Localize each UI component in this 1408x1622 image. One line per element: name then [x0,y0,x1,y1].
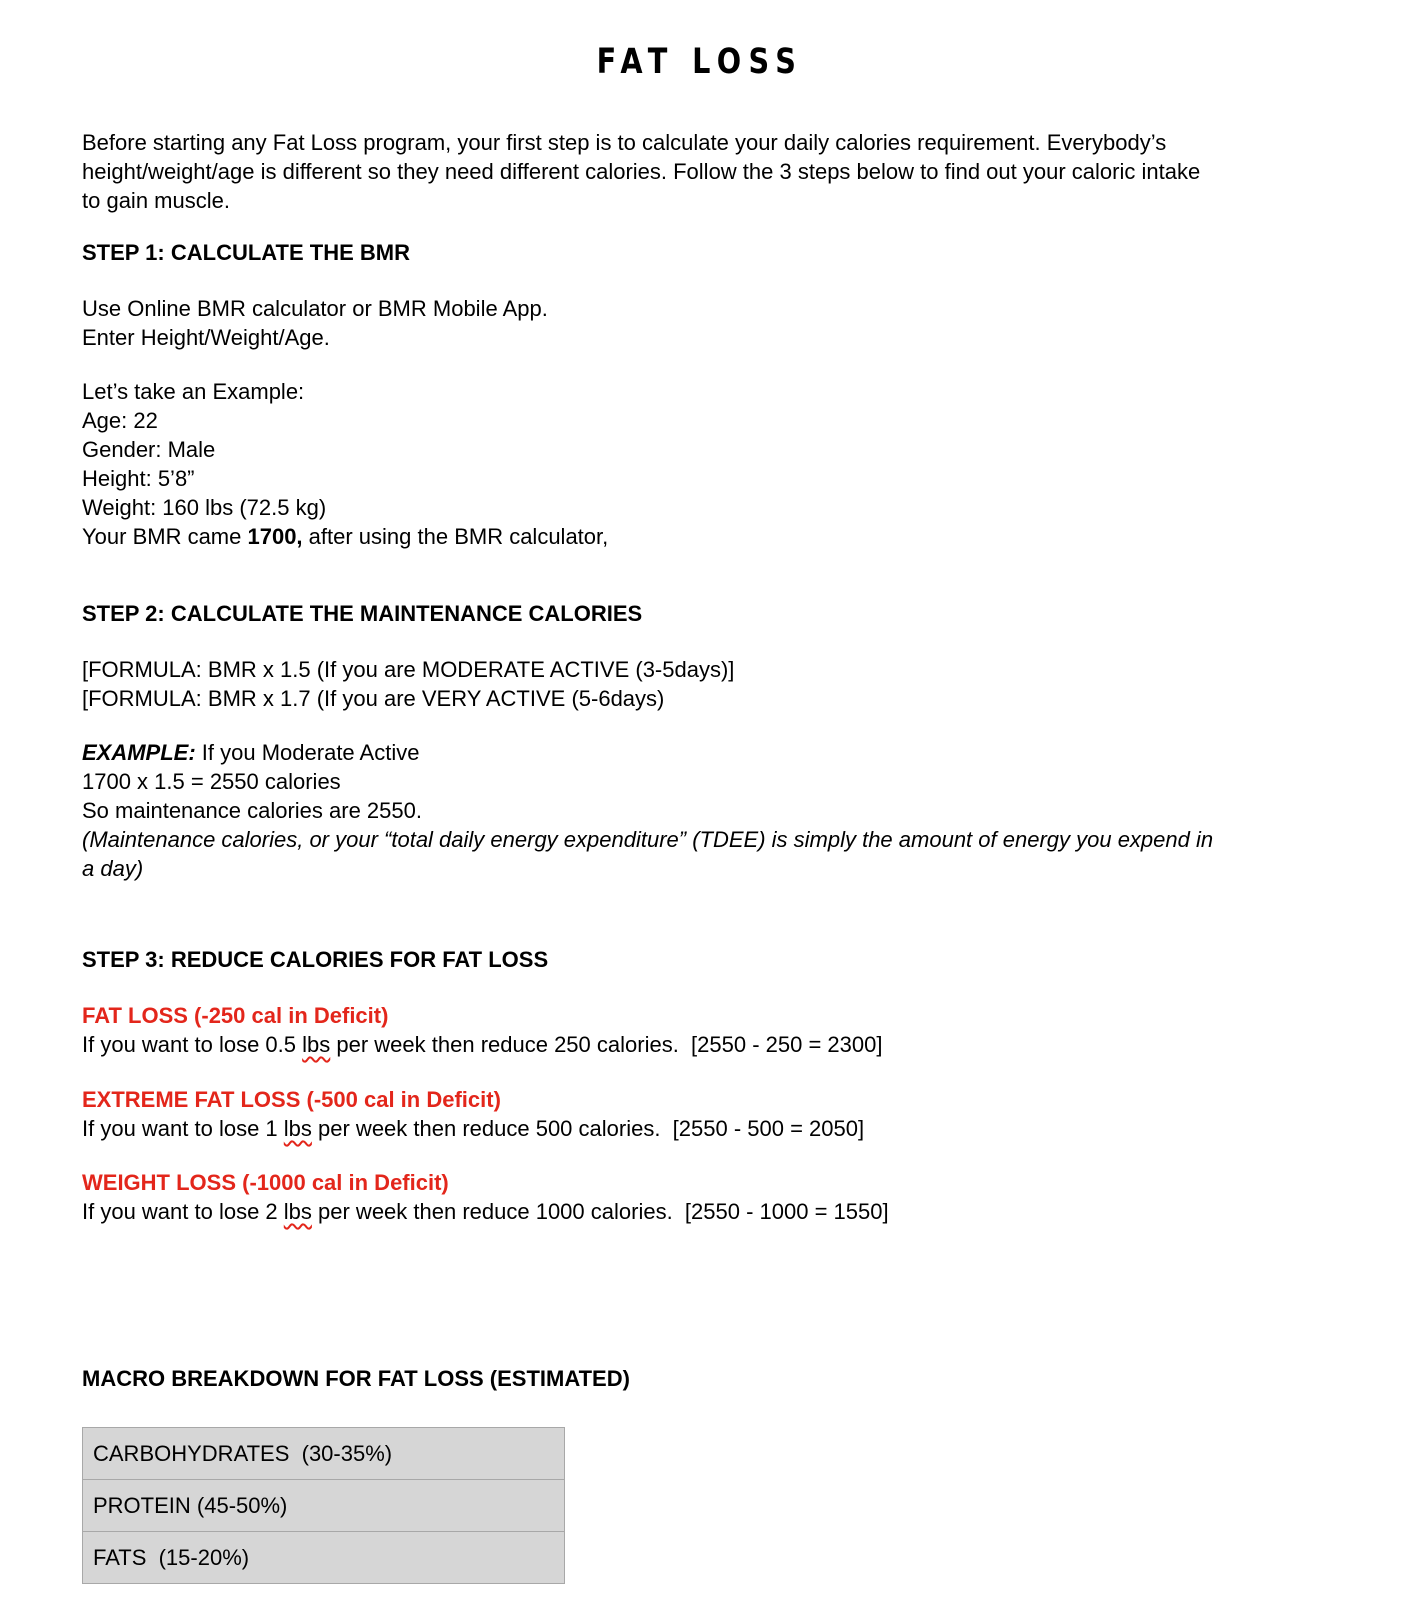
option-text-end: per week then reduce 250 calories. [2550 - 250 = 2300] [330,1032,883,1057]
formula-line: [FORMULA: BMR x 1.7 (If you are VERY ACTIVE (5-6days) [82,686,665,711]
deficit-option-text [82,1030,1322,1059]
table-row [83,1480,565,1532]
step2-heading: STEP 2: CALCULATE THE MAINTENANCE CALORIES [82,601,643,626]
example-line: Let’s take an Example: [82,379,305,404]
macro-cell: CARBOHYDRATES (30-35%) [83,1428,565,1480]
example-line: Height: 5’8” [82,466,195,491]
instruction-line: Use Online BMR calculator or BMR Mobile App. [82,296,548,321]
example-line: Age: 22 [82,408,158,433]
option-text-start: If you want to lose 1 [82,1116,284,1141]
example-text: If you Moderate Active [195,740,420,765]
macro-table [82,1427,565,1584]
macro-cell: FATS (15-20%) [83,1532,565,1584]
deficit-option-label: FAT LOSS (-250 cal in Deficit) [82,1003,389,1028]
instruction-line: Enter Height/Weight/Age. [82,325,330,350]
spellcheck-unit: lbs [302,1032,331,1057]
intro-line: Before starting any Fat Loss program, your first step is to calculate your daily calories requirement. Everybody’s [82,130,1167,155]
macro-cell: PROTEIN (45-50%) [83,1480,565,1532]
table-row [83,1428,565,1480]
intro-line: height/weight/age is different so they need different calories. Follow the 3 steps below to find out your caloric intake [82,159,1201,184]
table-row [83,1532,565,1584]
option-text-end: per week then reduce 500 calories. [2550 - 500 = 2050] [311,1116,865,1141]
step1-instructions [82,294,1322,352]
bmr-value: 1700, [247,524,303,549]
example-line: Weight: 160 lbs (72.5 kg) [82,495,327,520]
formula-line: [FORMULA: BMR x 1.5 (If you are MODERATE ACTIVE (3-5days)] [82,657,735,682]
deficit-option [82,1001,1322,1059]
option-text-end: per week then reduce 1000 calories. [2550 - 1000 = 1550] [311,1199,889,1224]
step2-example [82,738,1322,883]
deficit-option-text [82,1197,1322,1226]
deficit-option-label: WEIGHT LOSS (-1000 cal in Deficit) [82,1170,449,1195]
macro-heading: MACRO BREAKDOWN FOR FAT LOSS (ESTIMATED) [82,1366,630,1391]
deficit-option [82,1085,1322,1143]
spellcheck-unit: lbs [283,1116,312,1141]
example-line: Gender: Male [82,437,216,462]
note-line: a day) [82,856,144,881]
intro-paragraph [82,128,1322,215]
option-text-start: If you want to lose 0.5 [82,1032,303,1057]
step2-formulas [82,655,1322,713]
bmr-result-line [82,522,1322,551]
example-label-line [82,738,1322,767]
bmr-suffix: after using the BMR calculator, [302,524,609,549]
calculation-line: 1700 x 1.5 = 2550 calories [82,769,341,794]
spellcheck-unit: lbs [283,1199,312,1224]
result-line: So maintenance calories are 2550. [82,798,422,823]
step3-heading: STEP 3: REDUCE CALORIES FOR FAT LOSS [82,947,549,972]
intro-line: to gain muscle. [82,188,230,213]
option-text-start: If you want to lose 2 [82,1199,284,1224]
bmr-prefix: Your BMR came [82,524,248,549]
page-title: FAT LOSS [596,42,804,82]
note-line: (Maintenance calories, or your “total daily energy expenditure” (TDEE) is simply the amount of energy you expend in [82,827,1214,852]
deficit-option-text [82,1114,1322,1143]
step1-example [82,377,1322,551]
step1-heading: STEP 1: CALCULATE THE BMR [82,240,410,265]
deficit-option-label: EXTREME FAT LOSS (-500 cal in Deficit) [82,1087,501,1112]
example-label: EXAMPLE: [82,740,196,765]
deficit-option [82,1168,1322,1226]
